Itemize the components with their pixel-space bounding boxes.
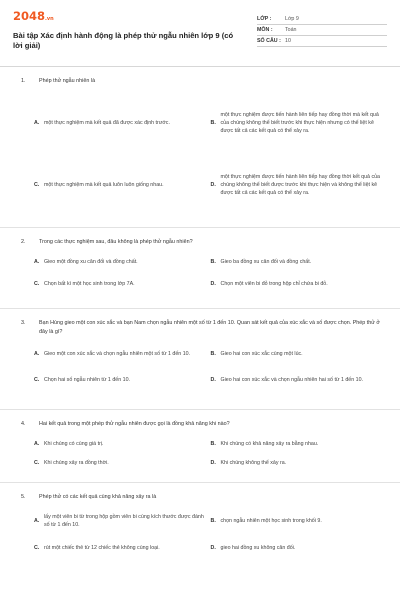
- option-letter: C.: [34, 377, 40, 383]
- question-text: [13, 414, 387, 429]
- option-letter: B.: [210, 440, 216, 447]
- option-a[interactable]: [34, 92, 211, 154]
- question-number: 1.: [21, 78, 26, 84]
- meta-row-subject: [257, 25, 387, 36]
- option-letter: C.: [34, 545, 40, 551]
- meta-key: LỚP :: [257, 16, 272, 22]
- option-letter: C.: [34, 281, 40, 287]
- meta-value: 10: [285, 38, 291, 44]
- option-letter: A.: [34, 120, 40, 126]
- option-text: Chọn một viên bi đỏ trong hộp chỉ chứa bi đỏ.: [220, 281, 328, 287]
- question-number: 3.: [21, 320, 26, 326]
- question-stem: Trong các thực nghiệm sau, đâu không là phép thử ngẫu nhiên?: [39, 239, 193, 245]
- option-list: [13, 341, 387, 393]
- option-text: Khi chúng không thể xảy ra.: [220, 459, 287, 466]
- option-text: Gieo hai con xúc xắc và chọn ngẫu nhiên hai số từ 1 đến 10.: [220, 377, 364, 383]
- option-letter: A.: [34, 440, 40, 447]
- option-letter: D.: [210, 182, 216, 188]
- option-d[interactable]: [211, 273, 388, 295]
- option-text: một thực nghiệm được tiến hành liên tiếp hay đồng thời mà kết quả của chúng không thể biết trước khi thực hiện nhưng có thể liệt kê được tất cả các kết quả có thể xảy ra.: [220, 112, 379, 134]
- option-list: [13, 506, 387, 560]
- option-a[interactable]: [34, 251, 211, 273]
- question-stem: Phép thử có các kết quả cùng khả năng xảy ra là: [39, 494, 157, 500]
- option-text: Khi chúng có khả năng xảy ra bằng nhau.: [220, 440, 319, 447]
- option-text: lấy một viên bi từ trong hộp gồm viên bi cùng kích thước được đánh số từ 1 đến 10.: [44, 514, 204, 528]
- option-a[interactable]: [34, 434, 211, 453]
- option-list: [13, 251, 387, 295]
- option-list: [13, 434, 387, 472]
- option-letter: A.: [34, 518, 40, 524]
- option-letter: B.: [210, 351, 216, 357]
- option-text: Gieo hai con xúc xắc cùng một lúc.: [220, 351, 303, 357]
- meta-key: MÔN :: [257, 27, 273, 33]
- option-letter: A.: [34, 351, 40, 357]
- option-letter: B.: [210, 259, 216, 265]
- question-number: 2.: [21, 239, 26, 245]
- option-d[interactable]: [211, 367, 388, 393]
- option-letter: D.: [210, 377, 216, 383]
- option-letter: D.: [210, 459, 216, 466]
- option-text: Chọn hai số ngẫu nhiên từ 1 đến 10.: [44, 377, 131, 383]
- option-letter: D.: [210, 281, 216, 287]
- logo-sub-text: .vn: [45, 16, 54, 22]
- option-text: chọn ngẫu nhiên một học sinh trong khối 9.: [220, 518, 322, 524]
- question-4: [13, 410, 387, 482]
- page-header: [13, 10, 387, 66]
- question-text: [13, 487, 387, 502]
- option-d[interactable]: [211, 536, 388, 560]
- option-text: Gieo một con xúc xắc và chọn ngẫu nhiên một số từ 1 đến 10.: [44, 351, 191, 357]
- option-a[interactable]: [34, 341, 211, 367]
- option-a[interactable]: [34, 506, 211, 536]
- option-letter: C.: [34, 182, 40, 188]
- question-stem: Phép thử ngẫu nhiên là: [39, 78, 96, 84]
- question-text: [13, 313, 387, 337]
- option-c[interactable]: [34, 453, 211, 472]
- option-text: rút một chiếc thẻ từ 12 chiếc thẻ không cùng loại.: [44, 545, 160, 551]
- option-text: Khi chúng có cùng giá trị.: [44, 440, 104, 447]
- option-b[interactable]: [211, 506, 388, 536]
- question-3: [13, 309, 387, 409]
- option-text: Gieo ba đồng xu cân đối và đồng chất.: [220, 259, 312, 265]
- option-letter: D.: [210, 545, 216, 551]
- meta-value: Toán: [285, 27, 297, 33]
- option-letter: B.: [210, 120, 216, 126]
- option-text: Gieo một đồng xu cân đối và đồng chất.: [44, 259, 138, 265]
- meta-row-class: [257, 14, 387, 25]
- option-text: Chọn bất kì một học sinh trong lớp 7A.: [44, 281, 135, 287]
- option-list: [13, 92, 387, 216]
- option-text: Khi chúng xảy ra đồng thời.: [44, 459, 109, 466]
- option-text: một thực nghiệm được tiến hành liên tiếp hay đồng thời kết quả của chúng không thể biết được trước khi thực hiện và không thể liệt kê được tất cả các kết quả có thể xảy ra.: [220, 174, 381, 196]
- option-letter: C.: [34, 459, 40, 466]
- question-number: 5.: [21, 494, 26, 500]
- option-c[interactable]: [34, 536, 211, 560]
- option-b[interactable]: [211, 251, 388, 273]
- question-text: [13, 71, 387, 86]
- meta-key: SỐ CÂU :: [257, 38, 281, 44]
- option-d[interactable]: [211, 154, 388, 216]
- question-text: [13, 232, 387, 247]
- meta-value: Lớp 9: [285, 16, 299, 22]
- meta-table: [257, 14, 387, 66]
- question-2: [13, 228, 387, 308]
- option-letter: B.: [210, 518, 216, 524]
- option-letter: A.: [34, 259, 40, 265]
- logo-main-text: 2048: [13, 9, 46, 23]
- question-5: [13, 483, 387, 573]
- question-stem: Hai kết quả trong một phép thử ngẫu nhiên được gọi là đồng khả năng khi nào?: [39, 421, 230, 427]
- option-text: một thực nghiệm mà kết quả đã được xác định trước.: [44, 120, 170, 126]
- header-left: [13, 10, 243, 66]
- question-number: 4.: [21, 421, 26, 427]
- option-b[interactable]: [211, 434, 388, 453]
- option-c[interactable]: [34, 154, 211, 216]
- option-c[interactable]: [34, 367, 211, 393]
- option-b[interactable]: [211, 92, 388, 154]
- question-1: [13, 67, 387, 227]
- site-logo[interactable]: [13, 10, 243, 26]
- option-b[interactable]: [211, 341, 388, 367]
- page-title: Bài tập Xác định hành động là phép thử ngẫu nhiên lớp 9 (có lời giải): [13, 31, 234, 50]
- option-c[interactable]: [34, 273, 211, 295]
- meta-row-count: [257, 36, 387, 47]
- option-text: một thực nghiệm mà kết quả luôn luôn giống nhau.: [44, 182, 164, 188]
- question-stem: Bạn Hùng gieo một con xúc xắc và bạn Nam chọn ngẫu nhiên một số từ 1 đến 10. Quan sát kết quả của xúc xắc và số được chọn. Phép thử ở đây là gì?: [39, 320, 380, 335]
- option-d[interactable]: [211, 453, 388, 472]
- option-text: gieo hai đồng xu không cân đối.: [220, 545, 296, 551]
